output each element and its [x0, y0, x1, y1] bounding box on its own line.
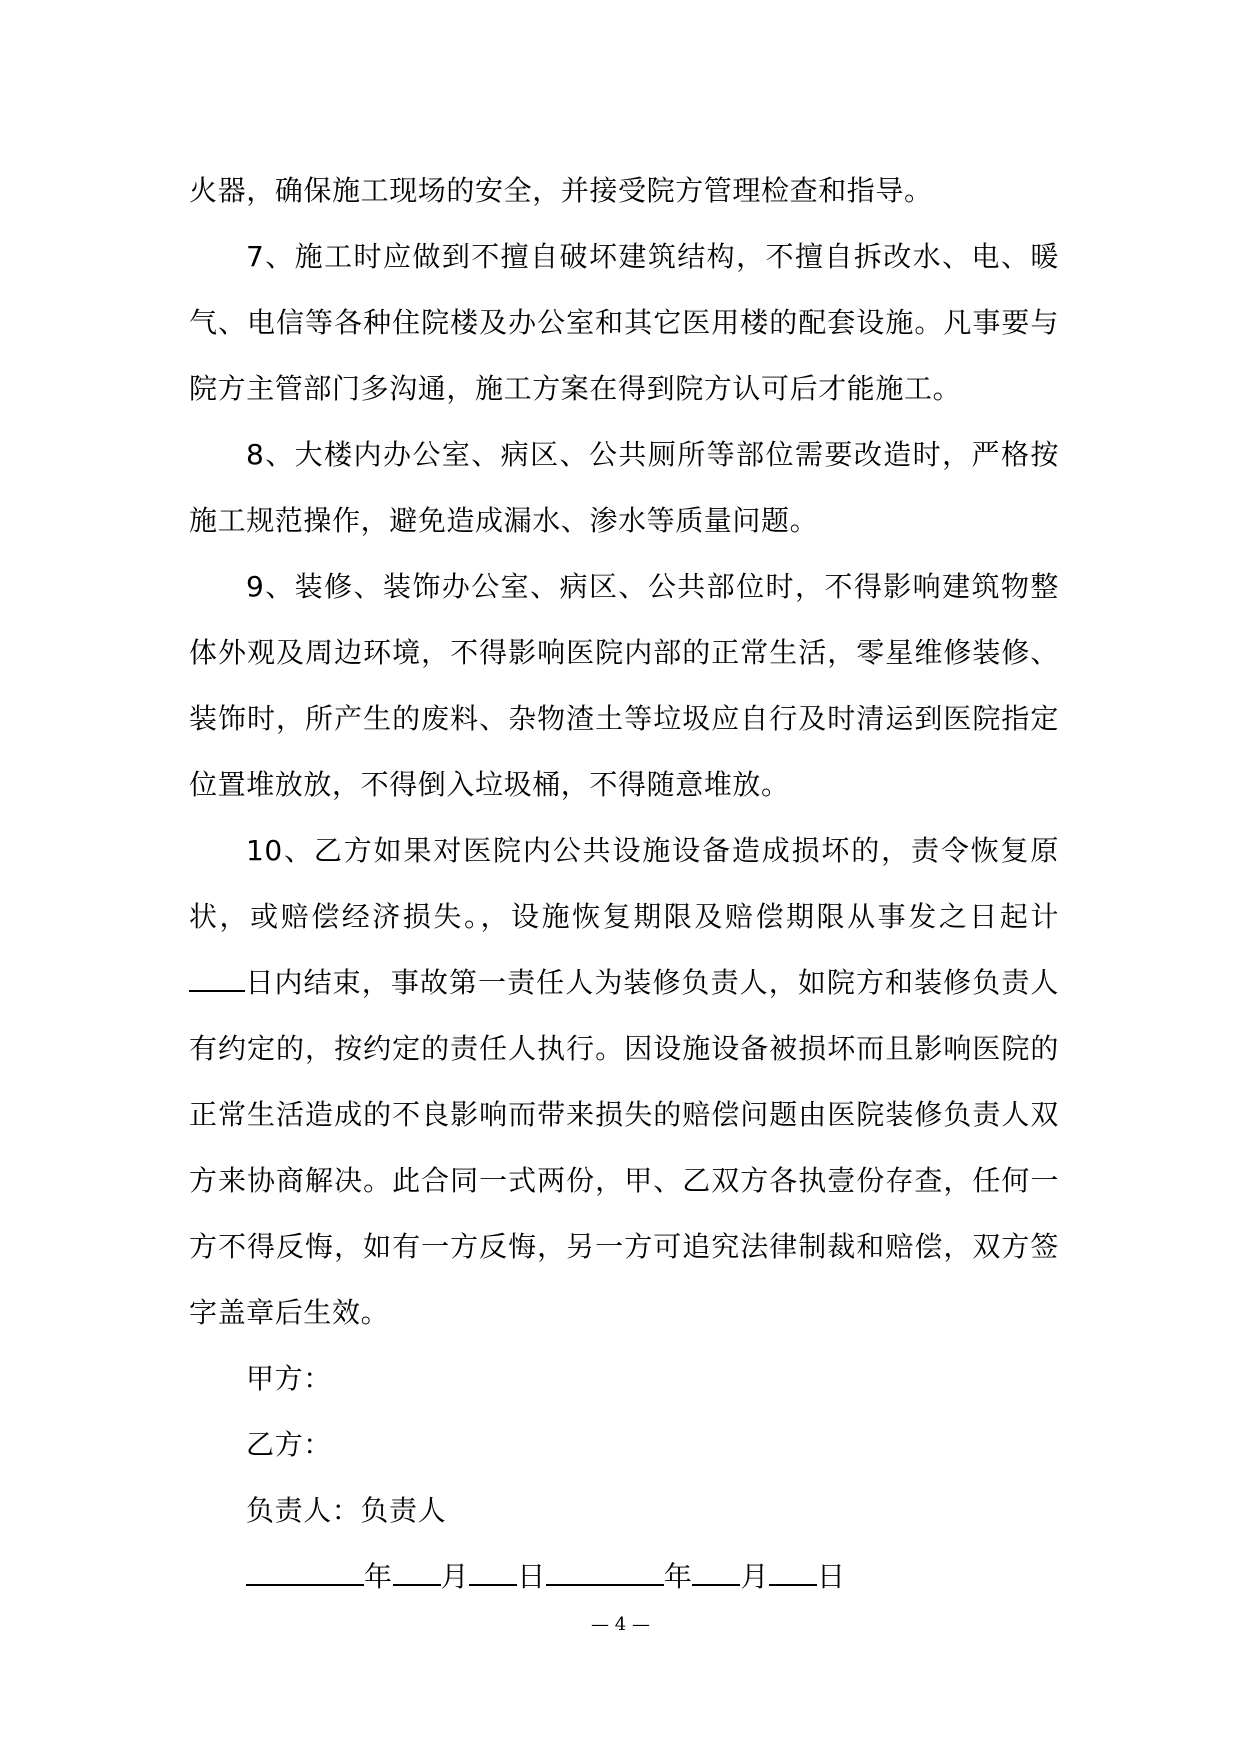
- day-label-a: 日: [517, 1560, 546, 1593]
- year-label-a: 年: [364, 1560, 393, 1593]
- day-blank-b: [769, 1556, 817, 1586]
- paragraph-item-8: 8、大楼内办公室、病区、公共厕所等部位需要改造时，严格按施工规范操作，避免造成漏水、渗水等质量问题。: [189, 438, 1059, 537]
- contract-body: [189, 158, 1059, 1610]
- party-b-signature: 乙方：: [246, 1428, 332, 1461]
- day-blank-a: [469, 1556, 517, 1586]
- year-label-b: 年: [663, 1560, 693, 1593]
- responsible-person-line: 负责人：负责人: [246, 1494, 447, 1527]
- paragraph-item-9: 9、装修、装饰办公室、病区、公共部位时，不得影响建筑物整体外观及周边环境，不得影响医院内部的正常生活，零星维修装修、装饰时，所产生的废料、杂物渣土等垃圾应自行及时清运到医院指定位置堆放放，不得倒入垃圾桶，不得随意堆放。: [189, 570, 1059, 801]
- month-blank-a: [393, 1556, 441, 1586]
- month-label-a: 月: [440, 1560, 470, 1593]
- page-number: — 4 —: [591, 1614, 650, 1635]
- item-10-text-before-blank: 10、乙方如果对医院内公共设施设备造成损坏的，责令恢复原状，或赔偿经济损失。，设施恢复期限及赔偿期限从事发之日起计: [189, 834, 1059, 933]
- days-blank: [189, 962, 245, 992]
- paragraph-item-10: [189, 818, 1059, 1346]
- day-label-b: 日: [817, 1560, 846, 1593]
- party-a-signature: 甲方：: [246, 1362, 332, 1395]
- year-blank-a: [246, 1556, 364, 1586]
- item-10-text-after-blank: 日内结束，事故第一责任人为装修负责人，如院方和装修负责人有约定的，按约定的责任人执行。因设施设备被损坏而且影响医院的正常生活造成的不良影响而带来损失的赔偿问题由医院装修负责人双方来协商解决。此合同一式两份，甲、乙双方各执壹份存查，任何一方不得反悔，如有一方反悔，另一方可追究法律制裁和赔偿，双方签字盖章后生效。: [189, 966, 1059, 1329]
- date-line: [189, 1544, 1059, 1610]
- month-blank-b: [692, 1556, 740, 1586]
- paragraph-continuation: 火器，确保施工现场的安全，并接受院方管理检查和指导。: [189, 174, 933, 207]
- year-blank-b: [546, 1556, 664, 1586]
- month-label-b: 月: [740, 1560, 770, 1593]
- paragraph-item-7: 7、施工时应做到不擅自破坏建筑结构，不擅自拆改水、电、暖气、电信等各种住院楼及办公室和其它医用楼的配套设施。凡事要与院方主管部门多沟通，施工方案在得到院方认可后才能施工。: [189, 240, 1059, 405]
